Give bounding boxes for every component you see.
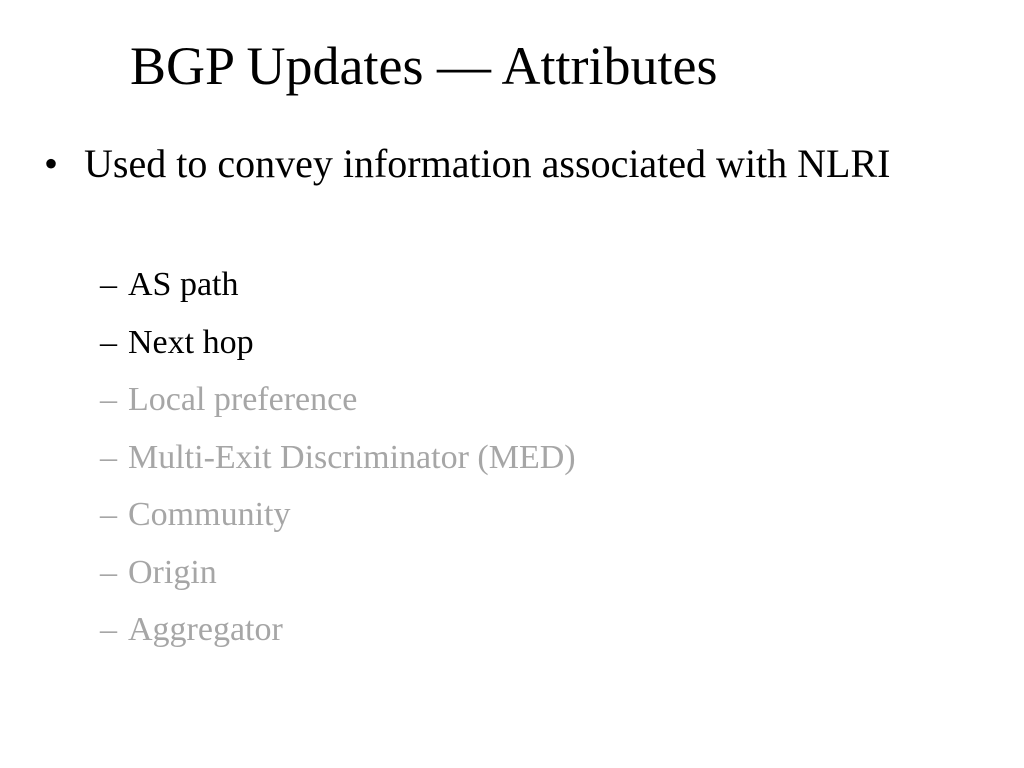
slide-title: BGP Updates — Attributes: [130, 36, 718, 96]
attribute-item: [100, 429, 576, 487]
dash-marker: –: [100, 438, 117, 476]
dash-marker: –: [100, 611, 117, 648]
attribute-item: [100, 256, 576, 314]
attribute-list: [100, 256, 576, 659]
attribute-item: [100, 601, 576, 659]
attribute-item: [100, 544, 576, 602]
bullet-marker: •: [44, 141, 59, 186]
attribute-label: Multi-Exit Discriminator (MED): [128, 438, 576, 476]
attribute-label: Origin: [128, 553, 217, 591]
attribute-label: Aggregator: [128, 611, 283, 648]
attribute-item: [100, 371, 576, 429]
dash-marker: –: [100, 496, 117, 533]
dash-marker: –: [100, 381, 117, 418]
attribute-label: Local preference: [128, 381, 358, 418]
dash-marker: –: [100, 553, 117, 591]
attribute-label: AS path: [128, 266, 239, 303]
main-bullet: [44, 138, 944, 190]
attribute-item: [100, 314, 576, 372]
attribute-label: Community: [128, 496, 291, 533]
dash-marker: –: [100, 323, 117, 361]
attribute-item: [100, 486, 576, 544]
attribute-label: Next hop: [128, 323, 254, 361]
dash-marker: –: [100, 266, 117, 303]
bullet-text: Used to convey information associated with NLRI: [84, 141, 891, 186]
